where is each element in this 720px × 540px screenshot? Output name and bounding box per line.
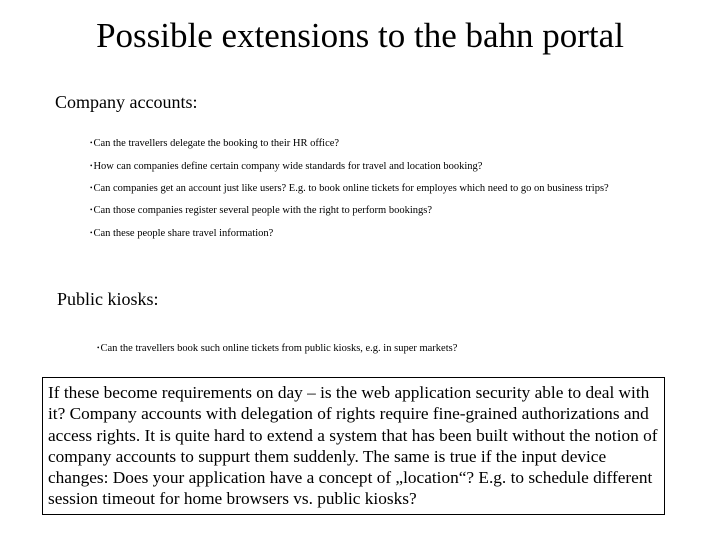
list-item (90, 182, 650, 195)
bullet-icon: • (97, 344, 100, 352)
public-kiosks-list (97, 342, 657, 355)
callout-text: If these become requirements on day – is the web application security able to deal with it? Company accounts with delegation of rights require fine-grained authorizations and access rights. It is quite hard to extend a system that has been built without the notion of company accounts to suppurt them suddenly. The same is true if the input device changes: Does your application have a concept of „location“? E.g. to schedule different session timeout for home browsers vs. public kiosks? (48, 383, 658, 509)
company-accounts-heading: Company accounts: (55, 92, 198, 112)
list-item (90, 204, 650, 217)
slide-title: Possible extensions to the bahn portal (96, 16, 624, 55)
list-item (97, 342, 657, 355)
bullet-icon: • (90, 229, 93, 237)
public-kiosks-heading: Public kiosks: (57, 289, 159, 309)
list-item (90, 137, 650, 150)
list-item (90, 160, 650, 173)
company-accounts-list (90, 137, 650, 240)
callout-box (42, 377, 665, 515)
bullet-icon: • (90, 206, 93, 214)
list-item-text: Can companies get an account just like users? E.g. to book online tickets for employes which need to go on business trips? (93, 183, 609, 194)
bullet-icon: • (90, 184, 93, 192)
list-item-text: Can the travellers book such online tickets from public kiosks, e.g. in super markets? (100, 343, 458, 354)
list-item-text: How can companies define certain company wide standards for travel and location booking? (93, 161, 483, 172)
bullet-icon: • (90, 139, 93, 147)
list-item-text: Can these people share travel information? (93, 228, 274, 239)
list-item (90, 227, 650, 240)
list-item-text: Can the travellers delegate the booking to their HR office? (93, 138, 340, 149)
list-item-text: Can those companies register several people with the right to perform bookings? (93, 205, 432, 216)
bullet-icon: • (90, 162, 93, 170)
